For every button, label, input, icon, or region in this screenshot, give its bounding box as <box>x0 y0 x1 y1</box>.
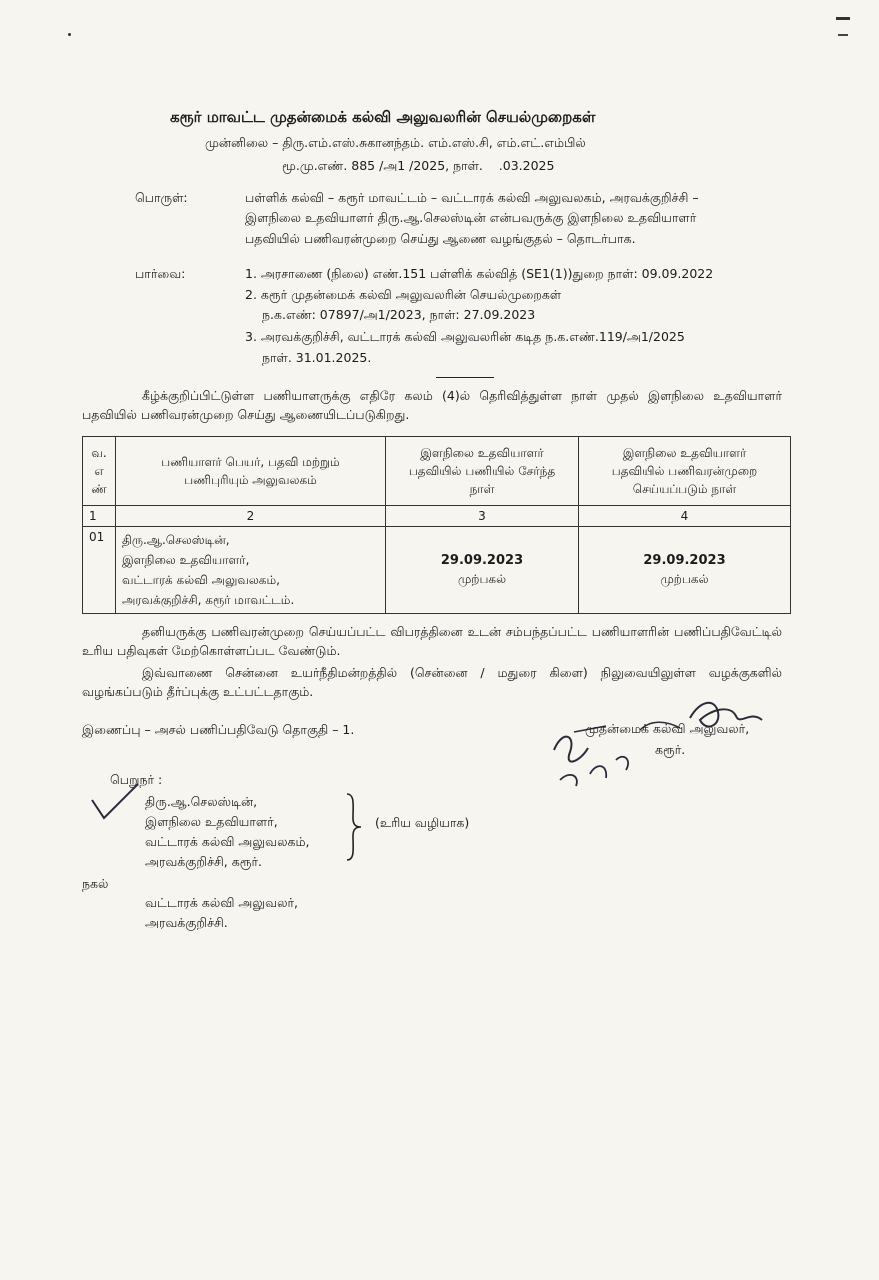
recipient-address: திரு.ஆ.செலஸ்டின், இளநிலை உதவியாளர், வட்டாரக் கல்வி அலுவலகம், அரவக்குறிச்சி, கரூர். <box>145 794 310 869</box>
row-join-date: 29.09.2023 முற்பகல் <box>386 527 579 614</box>
column-number: 4 <box>579 506 791 527</box>
checkmark-icon <box>88 778 148 828</box>
header-sno: வ. எ ண் <box>83 437 116 506</box>
subject-line: பதவியில் பணிவரன்முறை செய்து ஆணை வழங்குதல் – தொடர்பாக. <box>245 231 636 246</box>
intro-paragraph: கீழ்க்குறிப்பிட்டுள்ள பணியாளருக்கு எதிரே கலம் (4)ல் தெரிவித்துள்ள நாள் முதல் இளநிலை உதவியாளர் பதவியில் பணிவரன்முறை செய்து ஆணையிடப்படுகிறது. <box>82 388 782 422</box>
reference-line: 2. கரூர் முதன்மைக் கல்வி அலுவலரின் செயல்முறைகள் <box>245 287 562 302</box>
reference-label: பார்வை: <box>135 266 186 281</box>
instruction-paragraph: தனியருக்கு பணிவரன்முறை செய்யப்பட்ட விபரத்தினை உடன் சம்பந்தப்பட்ட பணியாளரின் பணிப்பதிவேட்டில் உரிய பதிவுகள் மேற்கொள்ளப்பட வேண்டும். <box>82 624 782 658</box>
copy-label: நகல் <box>82 876 109 891</box>
section-divider <box>436 377 494 378</box>
pen-mark <box>836 17 850 20</box>
reference-number: மூ.மு.எண். 885 /அ1 /2025, நாள். .03.2025 <box>282 158 555 173</box>
reference-line: 3. அரவக்குறிச்சி, வட்டாரக் கல்வி அலுவலரின் கடித ந.க.எண்.119/அ1/2025 <box>245 329 685 344</box>
header-name: பணியாளர் பெயர், பதவி மற்றும் பணிபுரியும் அலுவலகம் <box>116 437 386 506</box>
column-number: 1 <box>83 506 116 527</box>
header-regularisation-date: இளநிலை உதவியாளர் பதவியில் பணிவரன்முறை செய்யப்படும் நாள் <box>579 437 791 506</box>
subject-line: பள்ளிக் கல்வி – கரூர் மாவட்டம் – வட்டாரக் கல்வி அலுவலகம், அரவக்குறிச்சி – <box>245 190 699 205</box>
brace-icon <box>343 792 363 862</box>
recipient-label: பெறுநர் : <box>110 772 163 787</box>
column-number: 2 <box>116 506 386 527</box>
column-number-row <box>83 506 791 527</box>
pen-mark <box>68 33 71 36</box>
reference-line: நாள். 31.01.2025. <box>262 350 372 365</box>
document-title: கரூர் மாவட்ட முதன்மைக் கல்வி அலுவலரின் செயல்முறைகள் <box>170 108 596 126</box>
reference-line: ந.க.எண்: 07897/அ1/2023, நாள்: 27.09.2023 <box>262 307 536 322</box>
header-join-date: இளநிலை உதவியாளர் பதவியில் பணியில் சேர்ந்த நாள் <box>386 437 579 506</box>
reference-line: 1. அரசாணை (நிலை) எண்.151 பள்ளிக் கல்வித் (SE1(1))துறை நாள்: 09.09.2022 <box>245 266 714 281</box>
copy-address: வட்டாரக் கல்வி அலுவலர், அரவக்குறிச்சி. <box>145 895 298 930</box>
regularisation-table <box>82 436 791 614</box>
row-regularisation-date: 29.09.2023 முற்பகல் <box>579 527 791 614</box>
column-number: 3 <box>386 506 579 527</box>
enclosure-line: இணைப்பு – அசல் பணிப்பதிவேடு தொகுதி – 1. <box>82 722 355 737</box>
table-header-row <box>83 437 791 506</box>
signatory-place: கரூர். <box>655 742 686 757</box>
table-row <box>83 527 791 614</box>
presence-line: முன்னிலை – திரு.எம்.எஸ்.சுகானந்தம். எம்.எஸ்.சி, எம்.எட்.எம்பில் <box>205 135 586 150</box>
subject-label: பொருள்: <box>135 190 188 205</box>
pen-mark <box>838 34 848 36</box>
court-paragraph: இவ்வாணை சென்னை உயர்நீதிமன்றத்தில் (சென்னை / மதுரை கிளை) நிலுவையிலுள்ள வழக்குகளில் வழங்கப்படும் தீர்ப்புக்கு உட்பட்டதாகும். <box>82 665 782 699</box>
via-note: (உரிய வழியாக) <box>375 815 470 830</box>
signatory-title: முதன்மைக் கல்வி அலுவலர், <box>585 721 750 736</box>
row-employee: திரு.ஆ.செலஸ்டின், இளநிலை உதவியாளர், வட்டாரக் கல்வி அலுவலகம், அரவக்குறிச்சி, கரூர் மாவட்டம். <box>116 527 386 614</box>
subject-line: இளநிலை உதவியாளர் திரு.ஆ.செலஸ்டின் என்பவருக்கு இளநிலை உதவியாளர் <box>245 210 697 225</box>
row-sno: 01 <box>83 527 116 614</box>
